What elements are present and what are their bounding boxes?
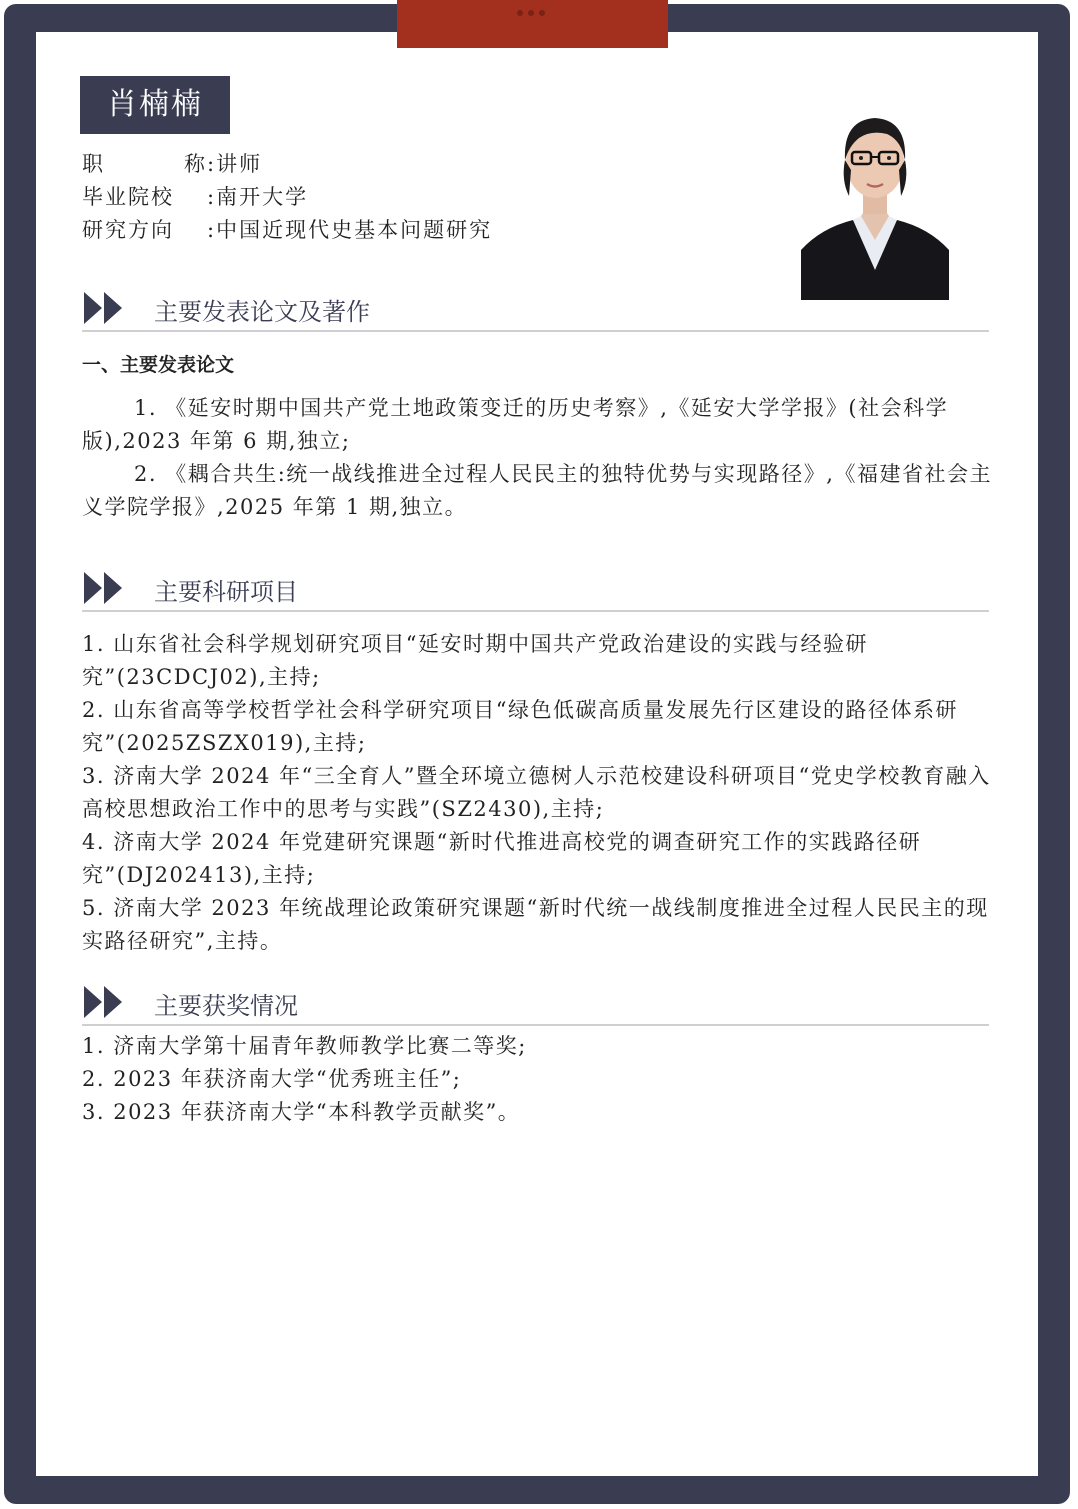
list-item: 2. 2023 年获济南大学“优秀班主任”; — [82, 1067, 462, 1091]
awards-list — [82, 1030, 992, 1129]
profile-info — [82, 148, 492, 247]
title-label: 职 称 — [82, 152, 207, 176]
list-item: 1. 济南大学第十届青年教师教学比赛二等奖; — [82, 1034, 527, 1058]
list-item: 4. 济南大学 2024 年党建研究课题“新时代推进高校党的调查研究工作的实践路径研究”(DJ202413),主持; — [82, 830, 922, 887]
school-value: 南开大学 — [216, 185, 309, 209]
section-divider — [82, 1024, 989, 1026]
school-row: 毕业院校 : 南开大学 — [82, 181, 492, 214]
section-awards-title: 主要获奖情况 — [154, 992, 298, 1020]
list-item: 1. 山东省社会科学规划研究项目“延安时期中国共产党政治建设的实践与经验研究”(23CDCJ02),主持; — [82, 632, 868, 689]
name-badge: 肖楠楠 — [80, 76, 230, 134]
top-tab — [397, 0, 668, 48]
list-item: 2. 山东省高等学校哲学社会科学研究项目“绿色低碳高质量发展先行区建设的路径体系研究”(2025ZSZX019),主持; — [82, 698, 958, 755]
section-projects-title: 主要科研项目 — [154, 578, 298, 606]
section-papers-header — [82, 286, 989, 332]
papers-subheading: 一、主要发表论文 — [82, 354, 235, 376]
double-chevron-icon — [84, 572, 128, 604]
research-label: 研究方向 — [82, 218, 174, 242]
section-divider — [82, 610, 989, 612]
list-item: 1. 《延安时期中国共产党土地政策变迁的历史考察》,《延安大学学报》(社会科学版),2023 年第 6 期,独立; — [82, 396, 949, 453]
title-value: 讲师 — [216, 152, 263, 176]
school-label: 毕业院校 — [82, 185, 174, 209]
section-papers-title: 主要发表论文及著作 — [154, 298, 370, 326]
research-row: 研究方向 : 中国近现代史基本问题研究 — [82, 214, 492, 247]
list-item: 3. 2023 年获济南大学“本科教学贡献奖”。 — [82, 1100, 521, 1124]
papers-list — [82, 392, 992, 524]
double-chevron-icon — [84, 292, 128, 324]
section-projects-header — [82, 566, 989, 612]
title-row: 职 称 : 讲师 — [82, 148, 492, 181]
section-divider — [82, 330, 989, 332]
dots-icon — [517, 10, 545, 16]
list-item: 2. 《耦合共生:统一战线推进全过程人民民主的独特优势与实现路径》,《福建省社会主义学院学报》,2025 年第 1 期,独立。 — [82, 462, 992, 519]
portrait-photo — [801, 100, 949, 300]
list-item: 3. 济南大学 2024 年“三全育人”暨全环境立德树人示范校建设科研项目“党史学校教育融入高校思想政治工作中的思考与实践”(SZ2430),主持; — [82, 764, 991, 821]
projects-list — [82, 628, 992, 958]
section-awards-header — [82, 980, 989, 1026]
research-value: 中国近现代史基本问题研究 — [216, 218, 493, 242]
list-item: 5. 济南大学 2023 年统战理论政策研究课题“新时代统一战线制度推进全过程人民民主的现实路径研究”,主持。 — [82, 896, 989, 953]
double-chevron-icon — [84, 986, 128, 1018]
